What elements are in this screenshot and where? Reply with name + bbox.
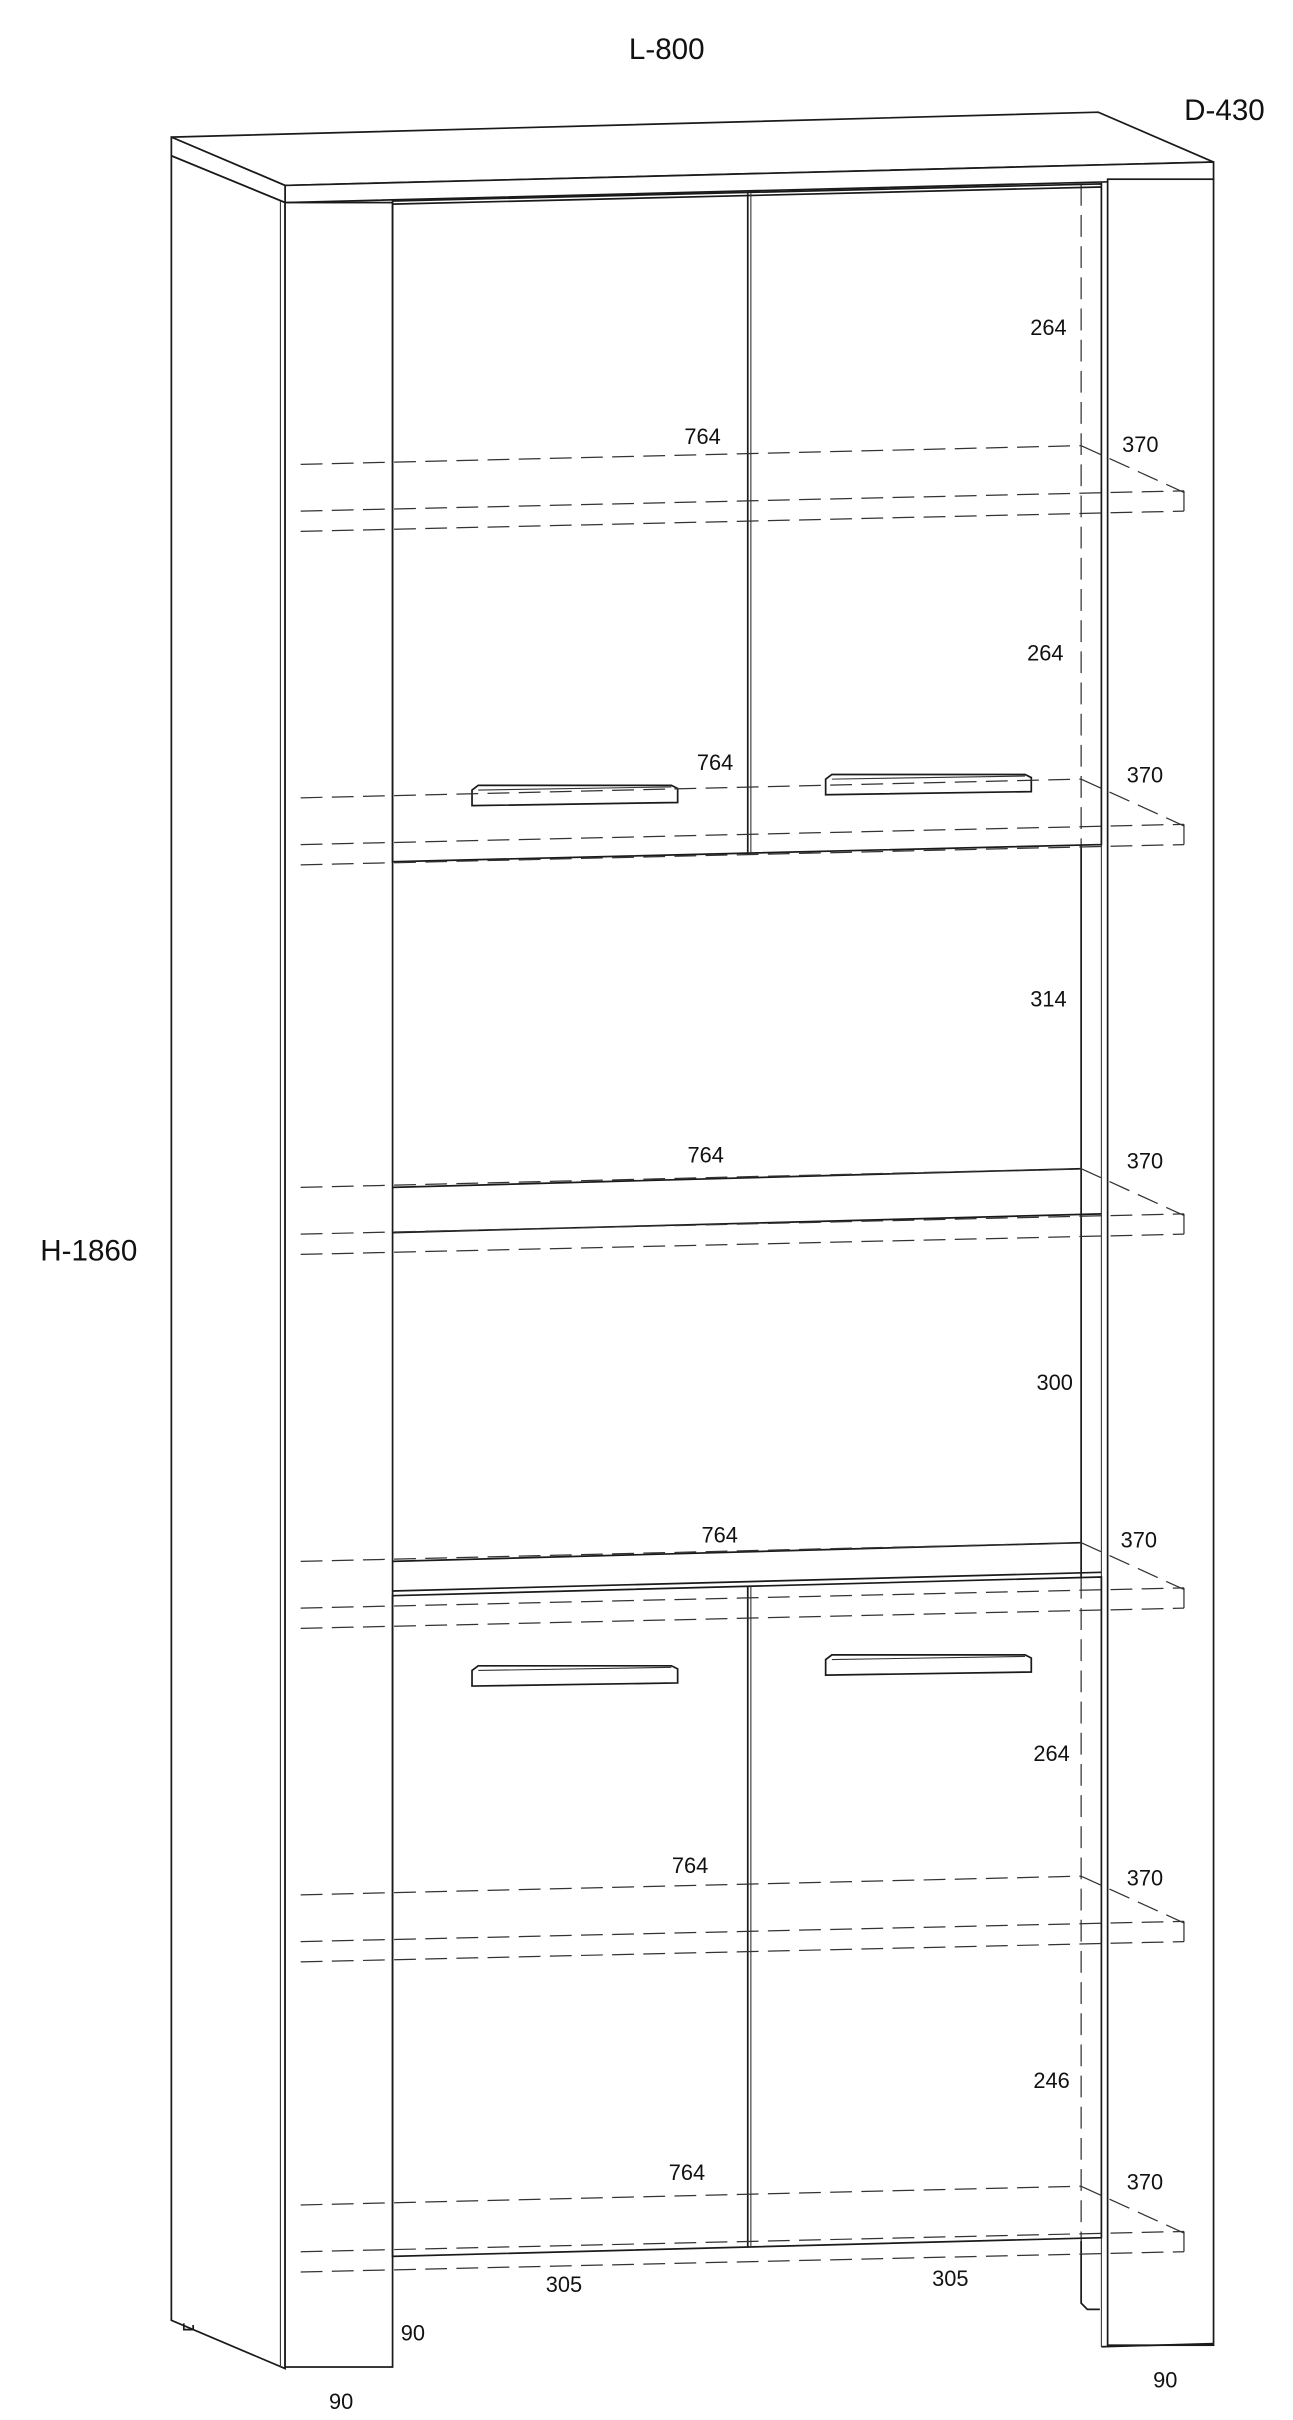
shelf-edge	[301, 1234, 1184, 1254]
right-opening-label: 305	[932, 2265, 969, 2291]
shelf-depth-label: 370	[1126, 1148, 1164, 1174]
shelves	[301, 446, 1184, 2272]
door-handle[interactable]	[826, 774, 1032, 794]
shelf-width-label: 764	[696, 749, 734, 775]
shelf-edge	[301, 511, 1184, 531]
door-handle[interactable]	[472, 1666, 678, 1686]
shelf-width-label: 764	[701, 1522, 738, 1548]
shelf-edge	[301, 1608, 1184, 1628]
shelf-depth-label: 370	[1126, 2169, 1164, 2195]
gap-label: 314	[1030, 986, 1067, 1012]
shelf-edge	[301, 1169, 1081, 1188]
door-handle[interactable]	[472, 785, 678, 805]
gap-label: 300	[1036, 1369, 1073, 1395]
back-edge	[1081, 184, 1100, 2309]
height-label: H-1860	[40, 1234, 138, 1268]
shelf-depth-label: 370	[1122, 431, 1159, 457]
shelf-width-label: 764	[671, 1853, 709, 1879]
top-slab	[171, 112, 1213, 202]
shelf-edge	[301, 2231, 1184, 2251]
shelf-edge	[301, 1214, 1184, 1234]
depth-label: D-430	[1184, 93, 1265, 127]
shelf-outline	[301, 1543, 1184, 1629]
shelf-edge	[301, 1588, 1184, 1608]
gap-label: 264	[1027, 640, 1064, 666]
shelf-outline	[301, 1169, 1184, 1255]
left-panel-width-label: 90	[329, 2389, 354, 2415]
shelf-edge	[301, 1876, 1081, 1895]
left-opening-label: 305	[545, 2272, 583, 2298]
shelf-width-label: 764	[687, 1142, 724, 1168]
shelf-outline	[301, 779, 1184, 865]
shelf-edge	[301, 845, 1184, 865]
shelf-outline	[301, 2186, 1184, 2272]
shelf-width-label: 764	[668, 2160, 706, 2186]
middle-shelf-solid	[393, 1169, 1102, 1562]
shelf-outline	[301, 1876, 1184, 1962]
shelf-depth-label: 370	[1126, 1865, 1164, 1891]
handles	[472, 774, 1031, 1686]
leg-height-label: 90	[400, 2320, 425, 2346]
shelf-edge	[301, 491, 1184, 511]
shelf-edge	[301, 824, 1184, 844]
shelf-depth-label: 370	[1120, 1527, 1157, 1553]
left-side-panel	[171, 156, 392, 2369]
shelf-edge	[301, 1942, 1184, 1962]
shelf-width-label: 764	[684, 424, 721, 450]
shelf-depth-label: 370	[1126, 762, 1164, 788]
right-side-panel	[1101, 179, 1213, 2347]
shelf-edge	[301, 1543, 1081, 1562]
gap-label: 246	[1033, 2068, 1070, 2094]
upper-doors	[393, 184, 1102, 862]
shelf-outline	[301, 446, 1184, 532]
shelf-edge	[301, 2186, 1081, 2205]
gap-label: 264	[1033, 1740, 1070, 1766]
door-handle[interactable]	[826, 1655, 1032, 1675]
width-label: L-800	[628, 33, 705, 67]
right-panel-width-label: 90	[1153, 2367, 1178, 2393]
gap-label: 264	[1030, 315, 1067, 341]
shelf-edge	[301, 1921, 1184, 1941]
